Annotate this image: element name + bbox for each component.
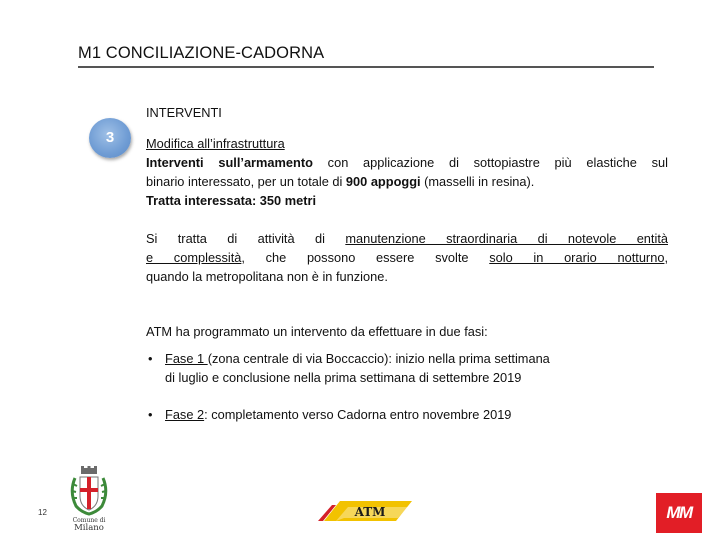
description-rest: con applicazione di sottopiastre più elastiche sul [312,155,668,170]
description-text: (masselli in resina). [420,174,535,189]
bullet-icon: • [148,351,153,366]
step-number-badge: 3 [89,118,131,158]
atm-logo-text: ATM [354,505,386,519]
page-number: 12 [38,508,47,517]
milano-logo-line1: Comune di [72,517,106,524]
phase-text: : completamento verso Cadorna entro novembre 2019 [204,407,512,422]
description-line-2 [146,172,668,191]
subheading: Modifica all’infrastruttura [146,136,285,151]
plan-intro: ATM ha programmato un intervento da effettuare in due fasi: [146,324,488,339]
list-item [148,405,645,424]
paragraph-text: , [664,250,668,265]
phase-label: Fase 1 [165,351,208,366]
section-heading: INTERVENTI [146,105,222,120]
phase-text: di luglio e conclusione nella prima settimana di settembre 2019 [165,370,522,385]
list-item [148,349,645,387]
milano-logo-line2: Milano [74,523,104,532]
description-text: binario interessato, per un totale di [146,174,346,189]
page-title: M1 CONCILIAZIONE-CADORNA [78,44,325,62]
paragraph-line-3: quando la metropolitana non è in funzione. [146,269,388,284]
bullet-icon: • [148,407,153,422]
paragraph-underlined: e complessità [146,250,242,265]
comune-di-milano-logo [66,466,112,532]
maintenance-paragraph [146,229,668,286]
paragraph-underlined: manutenzione straordinaria di notevole entità [345,231,668,246]
paragraph-line-2 [146,248,668,267]
atm-logo [318,497,414,523]
paragraph-underlined: solo in orario notturno [489,250,665,265]
paragraph-line-1 [146,229,668,248]
phase-label: Fase 2 [165,407,205,422]
description-bold: Interventi sull’armamento [146,155,313,170]
paragraph-text: Si tratta di attività di [146,231,346,246]
intervention-description [146,134,668,210]
appoggi-count: 900 appoggi [345,174,421,189]
paragraph-text: , che possono essere svolte [241,250,490,265]
description-line-1 [146,153,668,172]
title-divider [78,66,654,68]
phase-text: (zona centrale di via Boccaccio): inizio nella prima settimana [207,351,550,366]
tratta-interessata: Tratta interessata: 350 metri [146,193,316,208]
mm-logo: MM [656,493,702,533]
